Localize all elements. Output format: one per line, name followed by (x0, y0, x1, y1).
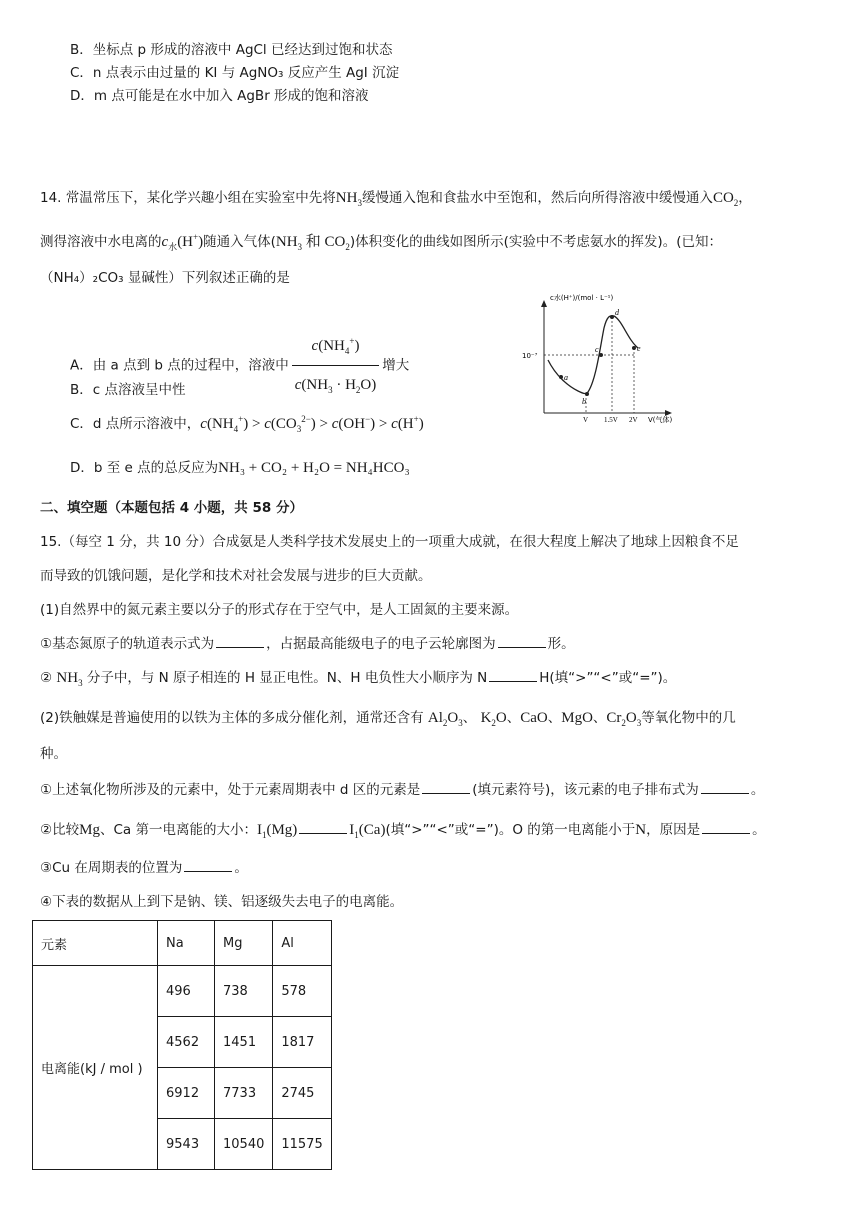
table-row (33, 966, 332, 1017)
q13-option-d: D．m 点可能是在水中加入 AgBr 形成的饱和溶液 (70, 88, 369, 104)
graph-x-tick-v: V (583, 416, 589, 424)
table-header-row (33, 921, 332, 966)
graph-x-tick-1.5v: 1.5V (604, 416, 618, 424)
q15-intro-line2: 而导致的饥饿问题，是化学和技术对社会发展与进步的巨大贡献。 (40, 568, 432, 584)
q14-stem-line3: （NH₄）₂CO₃ 显碱性）下列叙述正确的是 (40, 270, 290, 286)
table-cell: 738 (215, 966, 273, 1017)
table-header-cell: Al (273, 921, 331, 966)
answer-blank (498, 635, 546, 648)
q14-option-d: D．b 至 e 点的总反应为NH₃ + CO₂ + H₂O = NH₄HCO₃ (70, 460, 410, 476)
q14-option-b: B．c 点溶液呈中性 (70, 382, 186, 398)
table-cell: 4562 (158, 1017, 215, 1068)
q14-graph (520, 288, 680, 428)
graph-y-arrow (541, 300, 547, 307)
graph-label-e: e (637, 344, 641, 353)
q15-part1: (1)自然界中的氮元素主要以分子的形式存在于空气中，是人工固氮的主要来源。 (40, 602, 519, 618)
q15-part2-line2: 种。 (40, 746, 67, 762)
section2-title: 二、填空题（本题包括 4 小题，共 58 分） (40, 500, 303, 516)
table-header-cell: 元素 (33, 921, 158, 966)
answer-blank (702, 821, 750, 834)
answer-blank (184, 859, 232, 872)
graph-label-d: d (615, 308, 619, 317)
answer-blank (422, 781, 470, 794)
graph-point-b (585, 392, 589, 396)
q15-part2-item3: ③Cu 在周期表的位置为 。 (40, 860, 248, 876)
q14-stem-line2: 测得溶液中水电离的$c_水(H^+)$随通入气体($NH_3$ 和 $CO_2$)体积变化的曲线如图所示(实验中不考虑氨水的挥发)。(已知： (40, 232, 722, 252)
graph-y-label: c水(H⁺)/(mol · L⁻¹) (550, 294, 614, 302)
table-cell: 1817 (273, 1017, 331, 1068)
table-header-cell: Mg (215, 921, 273, 966)
q15-part2-item2: ②比较Mg、Ca 第一电离能的大小：$I_1(Mg)$ $I_1(Ca)$(填“>”“<”或“=”)。O 的第一电离能小于N，原因是 。 (40, 822, 766, 840)
option-a-fraction: $\frac{c(NH_4^+)}{c(NH_3 \cdot H_2O)}$ (292, 328, 380, 403)
graph-label-b: b (582, 397, 586, 406)
table-cell: 7733 (215, 1068, 273, 1119)
answer-blank (299, 821, 347, 834)
table-header-cell: Na (158, 921, 215, 966)
answer-blank (701, 781, 749, 794)
answer-blank (216, 635, 264, 648)
q13-option-b: B．坐标点 p 形成的溶液中 AgCl 已经达到过饱和状态 (70, 42, 393, 58)
q15-part1-item2: ② $NH_3$ 分子中，与 N 原子相连的 H 显正电性。N、H 电负性大小顺序为 N H(填“>”“<”或“=”)。 (40, 670, 677, 688)
graph-label-c: c (595, 345, 599, 354)
ionization-energy-table (32, 920, 332, 1170)
graph-point-a (559, 375, 563, 379)
q15-part2-item4: ④下表的数据从上到下是钠、镁、铝逐级失去电子的电离能。 (40, 894, 404, 910)
graph-y-tick-label: 10⁻⁷ (522, 352, 538, 360)
graph-label-a: a (564, 373, 568, 382)
graph-point-d (610, 315, 614, 319)
table-cell: 9543 (158, 1119, 215, 1170)
table-cell: 6912 (158, 1068, 215, 1119)
table-cell: 1451 (215, 1017, 273, 1068)
q15-intro-line1: 15.（每空 1 分，共 10 分）合成氨是人类科学技术发展史上的一项重大成就，在很大程度上解决了地球上因粮食不足 (40, 534, 739, 550)
answer-blank (489, 669, 537, 682)
table-cell: 496 (158, 966, 215, 1017)
q14-option-c: C．d 点所示溶液中，$c(NH_4^+) > c(CO_3^{2-}) > c(OH^-) > c(H^+)$ (70, 414, 424, 434)
q15-part2-line1: (2)铁触媒是普遍使用的以铁为主体的多成分催化剂，通常还含有 $Al_2O_3$、 $K_2O$、CaO、MgO、$Cr_2O_3$等氧化物中的几 (40, 710, 736, 728)
q14-option-a: A．由 a 点到 b 点的过程中，溶液中 $\frac{c(NH_4^+)}{c(NH_3 \cdot H_2O)}$ 增大 (70, 328, 409, 403)
table-cell: 10540 (215, 1119, 273, 1170)
q15-part2-item1: ①上述氧化物所涉及的元素中，处于元素周期表中 d 区的元素是 (填元素符号)，该元素的电子排布式为 。 (40, 782, 765, 798)
q14-stem-line1: 14. 常温常压下，某化学兴趣小组在实验室中先将$NH_3$缓慢通入饱和食盐水中至饱和，然后向所得溶液中缓慢通入$CO_2$， (40, 190, 752, 208)
table-row-label: 电离能(kJ / mol ) (33, 966, 158, 1170)
q15-part1-item1: ①基态氮原子的轨道表示式为 ，占据最高能级电子的电子云轮廓图为 形。 (40, 636, 575, 652)
graph-point-e (632, 346, 636, 350)
graph-x-tick-2v: 2V (629, 416, 638, 424)
graph-curve (548, 316, 638, 394)
graph-x-label: V(气体) (648, 416, 673, 424)
table-cell: 2745 (273, 1068, 331, 1119)
graph-point-c (599, 353, 603, 357)
q13-option-c: C．n 点表示由过量的 KI 与 AgNO₃ 反应产生 AgI 沉淀 (70, 65, 400, 81)
table-cell: 578 (273, 966, 331, 1017)
table-cell: 11575 (273, 1119, 331, 1170)
